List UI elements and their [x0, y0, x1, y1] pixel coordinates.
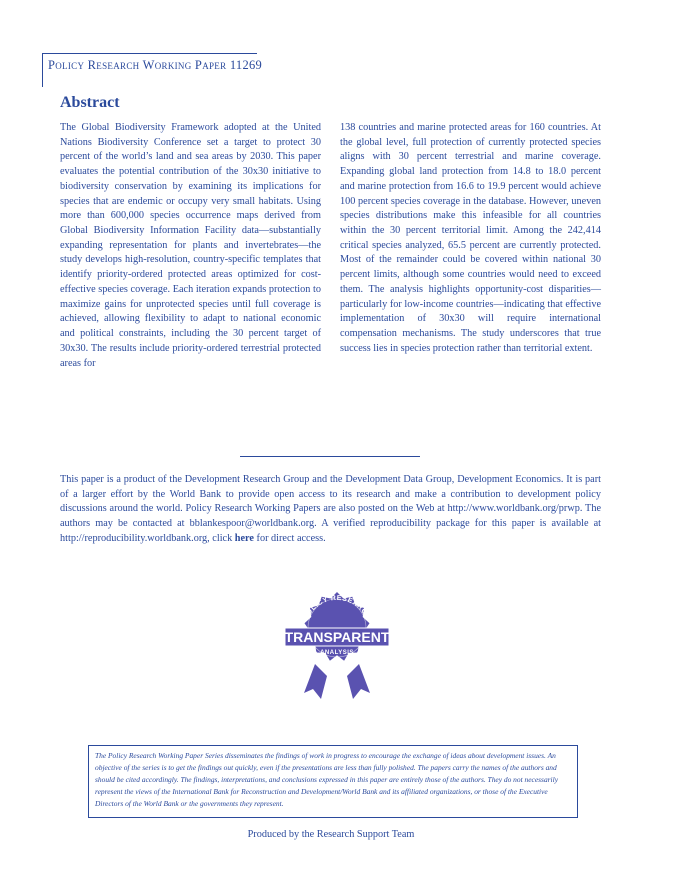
badge-top-arc-text: POLICY RESEARCH	[302, 594, 372, 622]
about-text: This paper is a product of the Development Research Group and the Development Data Group, Development Economics. It is part of a larger effort by the World Bank to provide open access to its research and make a contribution to development policy discussions around the world. Policy Research Working Papers are also posted on the Web at http://www.worldbank.org/prwp. The authors may be contacted at bblankespoor@worldbank.org. A verified reproducibility package for this paper is available at http://reproducibility.worldbank.org, click	[60, 474, 601, 544]
series-title: Policy Research Working Paper 11269	[48, 58, 263, 72]
transparent-analysis-badge-icon	[277, 586, 397, 704]
header-bar	[42, 53, 43, 87]
badge-ribbon-right	[347, 664, 370, 699]
badge-ribbon-left	[304, 664, 327, 699]
series-disclaimer: The Policy Research Working Paper Series disseminates the findings of work in progress to encourage the exchange of ideas about development issues. An objective of the series is to get the findings out quickly, even if the presentations are less than fully polished. The papers carry the names of the authors and should be cited accordingly. The findings, interpretations, and conclusions expressed in this paper are entirely those of the authors. They do not necessarily represent the views of the International Bank for Reconstruction and Development/World Bank and its affiliated organizations, or those of the Executive Directors of the World Bank or the governments they represent.	[88, 745, 578, 818]
about-text-end: for direct access.	[253, 532, 326, 544]
badge-bottom-arc-text: WORKING PAPERS	[310, 649, 364, 668]
badge-main-text: TRANSPARENT	[284, 629, 390, 645]
produced-by: Produced by the Research Support Team	[247, 829, 415, 840]
badge-sub-text: ANALYSIS	[320, 650, 354, 656]
about-paragraph	[60, 473, 601, 547]
header-rule	[42, 53, 257, 54]
abstract-right-column: 138 countries and marine protected areas for 160 countries. At the global level, full protection of currently protected species aligns with 30 percent terrestrial and marine coverage. Expanding global land protection from 14.8 to 18.0 percent and marine protection from 16.6 to 19.9 percent would achieve 100 percent species coverage in the database. However, uneven species distributions make this infeasible for all countries within the 30 percent territorial limit. Among the 242,414 critical species analyzed, 65.5 percent are currently protected. Most of the remainder could be covered within national 30 percent limits, although some countries would need to exceed them. The analysis highlights opportunity-cost disparities—particularly for low-income countries—indicating that effective implementation of 30x30 will require international compensation mechanisms. The study underscores that true success lies in species protection rather than territorial extent.	[340, 122, 601, 354]
abstract-left-column: The Global Biodiversity Framework adopted at the United Nations Biodiversity Conference set a target to protect 30 percent of the world’s land and sea areas by 2030. This paper evaluates the potential contribution of the 30x30 initiative to biodiversity conservation by examining its implications for species that are endemic or occupy very small habitats. Using more than 600,000 species occurrence maps derived from Global Biodiversity Information Facility data—substantially expanding representation for plants and invertebrates—the study develops high-resolution, country-specific templates that identify priority-ordered protected areas optimized for cost-effective species coverage. Each iteration expands protection to maximize gains for unprotected species until full coverage is achieved, allowing flexibility to adapt to national economic and political constraints, including the 30 percent target of 30x30. The results include priority-ordered terrestrial protected areas for	[60, 122, 321, 369]
section-divider	[240, 456, 420, 457]
reproducibility-link[interactable]: here	[234, 532, 254, 544]
abstract-heading: Abstract	[60, 94, 120, 111]
